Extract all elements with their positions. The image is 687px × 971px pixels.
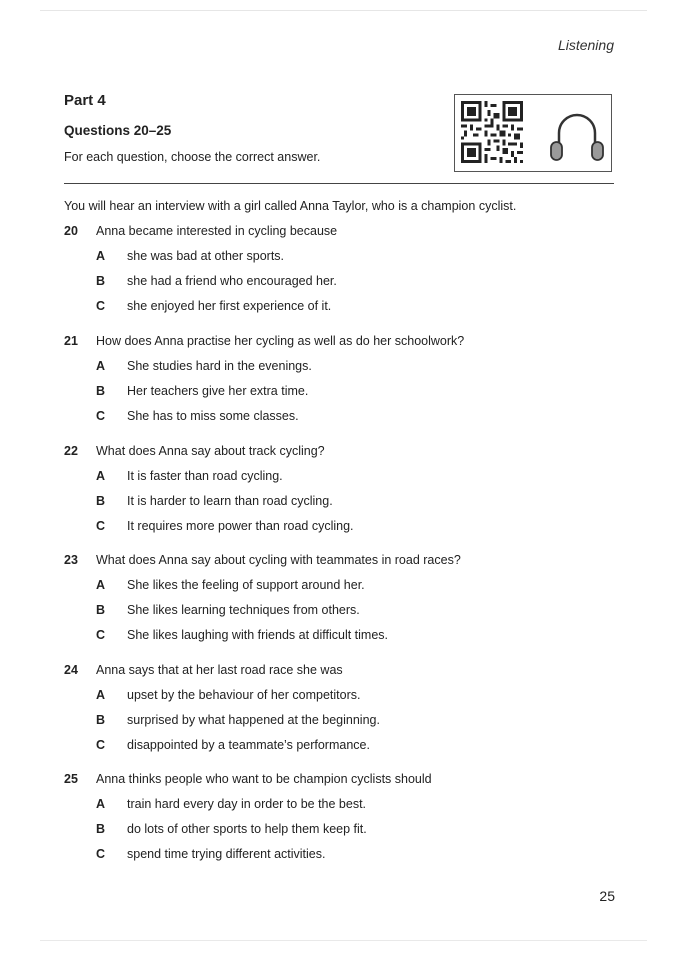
option-letter: A <box>96 469 106 483</box>
audio-box <box>454 94 612 172</box>
option-text: disappointed by a teammate’s performance. <box>127 738 370 752</box>
intro-text: You will hear an interview with a girl called Anna Taylor, who is a champion cyclist. <box>64 199 517 213</box>
option-letter: C <box>96 409 106 423</box>
headphones-icon <box>547 105 607 163</box>
option-letter: A <box>96 578 106 592</box>
option-text: she enjoyed her first experience of it. <box>127 299 332 313</box>
question-text: Anna thinks people who want to be champion cyclists should <box>96 772 432 786</box>
option-text: surprised by what happened at the beginning. <box>127 713 380 727</box>
question-text: What does Anna say about cycling with teammates in road races? <box>96 553 461 567</box>
section-label: Listening <box>557 37 614 53</box>
option-letter: A <box>96 359 106 373</box>
option-text: train hard every day in order to be the best. <box>127 797 367 811</box>
option-text: she had a friend who encouraged her. <box>127 274 337 288</box>
instructions: For each question, choose the correct answer. <box>64 150 321 164</box>
question-text: Anna became interested in cycling because <box>96 224 338 238</box>
option-letter: A <box>96 688 106 702</box>
scan-edge-top <box>40 10 647 11</box>
part-title: Part 4 <box>64 92 106 109</box>
qr-code-icon <box>461 101 523 163</box>
option-text: She likes the feeling of support around her. <box>127 578 365 592</box>
option-text: do lots of other sports to help them keep fit. <box>127 822 367 836</box>
question-number: 20 <box>64 224 78 238</box>
option-letter: B <box>96 603 106 617</box>
question-number: 21 <box>64 334 78 348</box>
question-text: Anna says that at her last road race she was <box>96 663 343 677</box>
option-text: She likes laughing with friends at difficult times. <box>127 628 389 642</box>
option-text: She studies hard in the evenings. <box>127 359 312 373</box>
question-text: How does Anna practise her cycling as well as do her schoolwork? <box>96 334 465 348</box>
divider-rule <box>64 183 614 184</box>
option-letter: C <box>96 299 106 313</box>
option-letter: B <box>96 713 106 727</box>
question-number: 23 <box>64 553 78 567</box>
option-text: She has to miss some classes. <box>127 409 299 423</box>
option-text: It requires more power than road cycling. <box>127 519 354 533</box>
option-text: She likes learning techniques from others. <box>127 603 360 617</box>
option-letter: A <box>96 797 106 811</box>
question-number: 22 <box>64 444 78 458</box>
option-text: Her teachers give her extra time. <box>127 384 309 398</box>
question-number: 24 <box>64 663 78 677</box>
scan-edge-bottom <box>40 940 647 941</box>
option-letter: B <box>96 274 106 288</box>
option-letter: C <box>96 738 106 752</box>
question-text: What does Anna say about track cycling? <box>96 444 325 458</box>
option-letter: C <box>96 847 106 861</box>
option-letter: B <box>96 822 106 836</box>
page-number: 25 <box>599 888 615 904</box>
option-text: It is harder to learn than road cycling. <box>127 494 333 508</box>
option-letter: C <box>96 519 106 533</box>
questions-range: Questions 20–25 <box>64 123 172 138</box>
option-letter: A <box>96 249 106 263</box>
option-text: spend time trying different activities. <box>127 847 326 861</box>
option-letter: B <box>96 494 106 508</box>
option-letter: B <box>96 384 106 398</box>
option-text: It is faster than road cycling. <box>127 469 283 483</box>
question-number: 25 <box>64 772 78 786</box>
option-text: upset by the behaviour of her competitors. <box>127 688 361 702</box>
option-letter: C <box>96 628 106 642</box>
option-text: she was bad at other sports. <box>127 249 285 263</box>
